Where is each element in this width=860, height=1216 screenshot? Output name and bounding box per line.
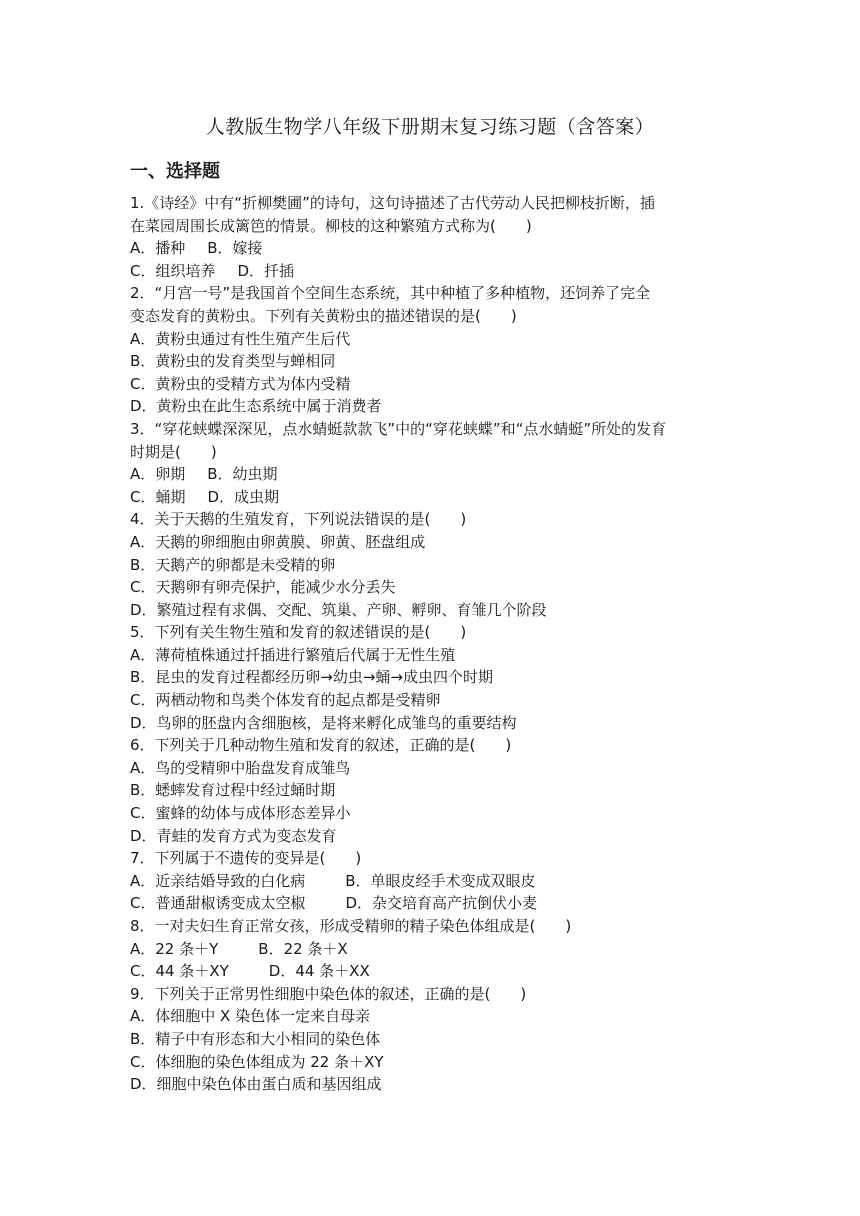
- option-row: [130, 554, 740, 577]
- option-row: [130, 599, 740, 622]
- question-stem-line: 4．关于天鹅的生殖发育，下列说法错误的是( ): [130, 510, 467, 529]
- option-row: [130, 712, 740, 735]
- option-row: [130, 666, 740, 689]
- option-row: [130, 531, 740, 554]
- option-text: B．黄粉虫的发育类型与蝉相同: [130, 352, 336, 371]
- option-text: D．44 条＋XX: [268, 962, 370, 981]
- option-text: C．组织培养: [130, 261, 216, 280]
- question-8: [130, 915, 740, 983]
- option-text: D．杂交培育高产抗倒伏小麦: [345, 894, 538, 913]
- option-row: [130, 237, 740, 260]
- option-text: C．天鹅卵有卵壳保护，能减少水分丢失: [130, 578, 396, 597]
- option-text: B．精子中有形态和大小相同的染色体: [130, 1029, 381, 1048]
- option-text: A．黄粉虫通过有性生殖产生后代: [130, 329, 351, 348]
- option-row: [130, 260, 740, 283]
- option-text: C．黄粉虫的受精方式为体内受精: [130, 374, 351, 393]
- option-row: [130, 892, 740, 915]
- question-stem-line: 变态发育的黄粉虫。下列有关黄粉虫的描述错误的是( ): [130, 306, 517, 325]
- question-stem-line: 6．下列关于几种动物生殖和发育的叙述，正确的是( ): [130, 736, 512, 755]
- option-row: [130, 1028, 740, 1051]
- option-row: [130, 938, 740, 961]
- option-row: [130, 373, 740, 396]
- option-text: A．近亲结婚导致的白化病: [130, 871, 306, 890]
- question-list: [130, 192, 740, 1096]
- option-text: D．成虫期: [207, 487, 280, 506]
- option-row: [130, 870, 740, 893]
- option-row: [130, 463, 740, 486]
- option-text: B．嫁接: [207, 239, 263, 258]
- option-text: B．单眼皮经手术变成双眼皮: [345, 871, 536, 890]
- option-text: A．鸟的受精卵中胎盘发育成雏鸟: [130, 758, 351, 777]
- question-stem-line: 在菜园周围长成篱笆的情景。柳枝的这种繁殖方式称为( ): [130, 216, 532, 235]
- question-stem-line: 2．“月宫一号”是我国首个空间生态系统，其中种植了多种植物，还饲养了完全: [130, 284, 651, 303]
- option-text: D．黄粉虫在此生态系统中属于消费者: [130, 397, 382, 416]
- option-row: [130, 960, 740, 983]
- option-row: [130, 576, 740, 599]
- option-text: C．蜜蜂的幼体与成体形态差异小: [130, 804, 351, 823]
- option-text: C．44 条＋XY: [130, 962, 229, 981]
- option-row: [130, 395, 740, 418]
- question-9: [130, 983, 740, 1096]
- option-text: B．天鹅产的卵都是未受精的卵: [130, 555, 336, 574]
- option-text: D．鸟卵的胚盘内含细胞核，是将来孵化成雏鸟的重要结构: [130, 713, 517, 732]
- option-row: [130, 350, 740, 373]
- question-2: [130, 282, 740, 418]
- question-stem-line: 7．下列属于不遗传的变异是( ): [130, 849, 362, 868]
- question-stem-line: 5．下列有关生物生殖和发育的叙述错误的是( ): [130, 623, 467, 642]
- question-6: [130, 734, 740, 847]
- question-stem-line: 时期是( ): [130, 442, 217, 461]
- option-text: D．青蛙的发育方式为变态发育: [130, 826, 337, 845]
- option-text: A．卵期: [130, 465, 186, 484]
- option-text: C．普通甜椒诱变成太空椒: [130, 894, 306, 913]
- section-heading: 一、选择题: [130, 161, 220, 182]
- option-row: [130, 689, 740, 712]
- option-text: C．两栖动物和鸟类个体发育的起点都是受精卵: [130, 691, 441, 710]
- option-row: [130, 1073, 740, 1096]
- option-row: [130, 328, 740, 351]
- document-title: 人教版生物学八年级下册期末复习练习题（含答案）: [205, 116, 655, 138]
- option-text: A．体细胞中 X 染色体一定来自母亲: [130, 1007, 371, 1026]
- option-text: A．天鹅的卵细胞由卵黄膜、卵黄、胚盘组成: [130, 532, 426, 551]
- option-text: B．幼虫期: [207, 465, 278, 484]
- option-text: C．体细胞的染色体组成为 22 条＋XY: [130, 1052, 384, 1071]
- option-row: [130, 802, 740, 825]
- option-text: C．蛹期: [130, 487, 186, 506]
- question-stem-line: 8．一对夫妇生育正常女孩，形成受精卵的精子染色体组成是( ): [130, 917, 572, 935]
- option-text: B．昆虫的发育过程都经历卵→幼虫→蛹→成虫四个时期: [130, 668, 493, 687]
- option-row: [130, 486, 740, 509]
- question-3: [130, 418, 740, 508]
- option-text: D．扦插: [237, 261, 295, 280]
- option-row: [130, 1005, 740, 1028]
- option-row: [130, 1051, 740, 1074]
- option-row: [130, 779, 740, 802]
- option-text: A．22 条＋Y: [130, 939, 219, 958]
- option-row: [130, 644, 740, 667]
- option-row: [130, 757, 740, 780]
- option-text: B．22 条＋X: [258, 939, 348, 958]
- question-stem-line: 1.《诗经》中有“折柳樊圃”的诗句，这句诗描述了古代劳动人民把柳枝折断，插: [130, 194, 655, 212]
- question-5: [130, 621, 740, 734]
- question-stem-line: 9．下列关于正常男性细胞中染色体的叙述，正确的是( ): [130, 984, 527, 1003]
- option-row: [130, 825, 740, 848]
- option-text: A．播种: [130, 239, 186, 258]
- question-7: [130, 847, 740, 915]
- question-4: [130, 508, 740, 621]
- option-text: D．细胞中染色体由蛋白质和基因组成: [130, 1075, 382, 1094]
- option-text: A．薄荷植株通过扦插进行繁殖后代属于无性生殖: [130, 645, 456, 664]
- question-stem-line: 3．“穿花蛱蝶深深见，点水蜻蜓款款飞”中的“穿花蛱蝶”和“点水蜻蜓”所处的发育: [130, 419, 667, 438]
- option-text: D．繁殖过程有求偶、交配、筑巢、产卵、孵卵、育雏几个阶段: [130, 600, 547, 619]
- option-text: B．蟋蟀发育过程中经过蛹时期: [130, 781, 336, 800]
- question-1: [130, 192, 740, 282]
